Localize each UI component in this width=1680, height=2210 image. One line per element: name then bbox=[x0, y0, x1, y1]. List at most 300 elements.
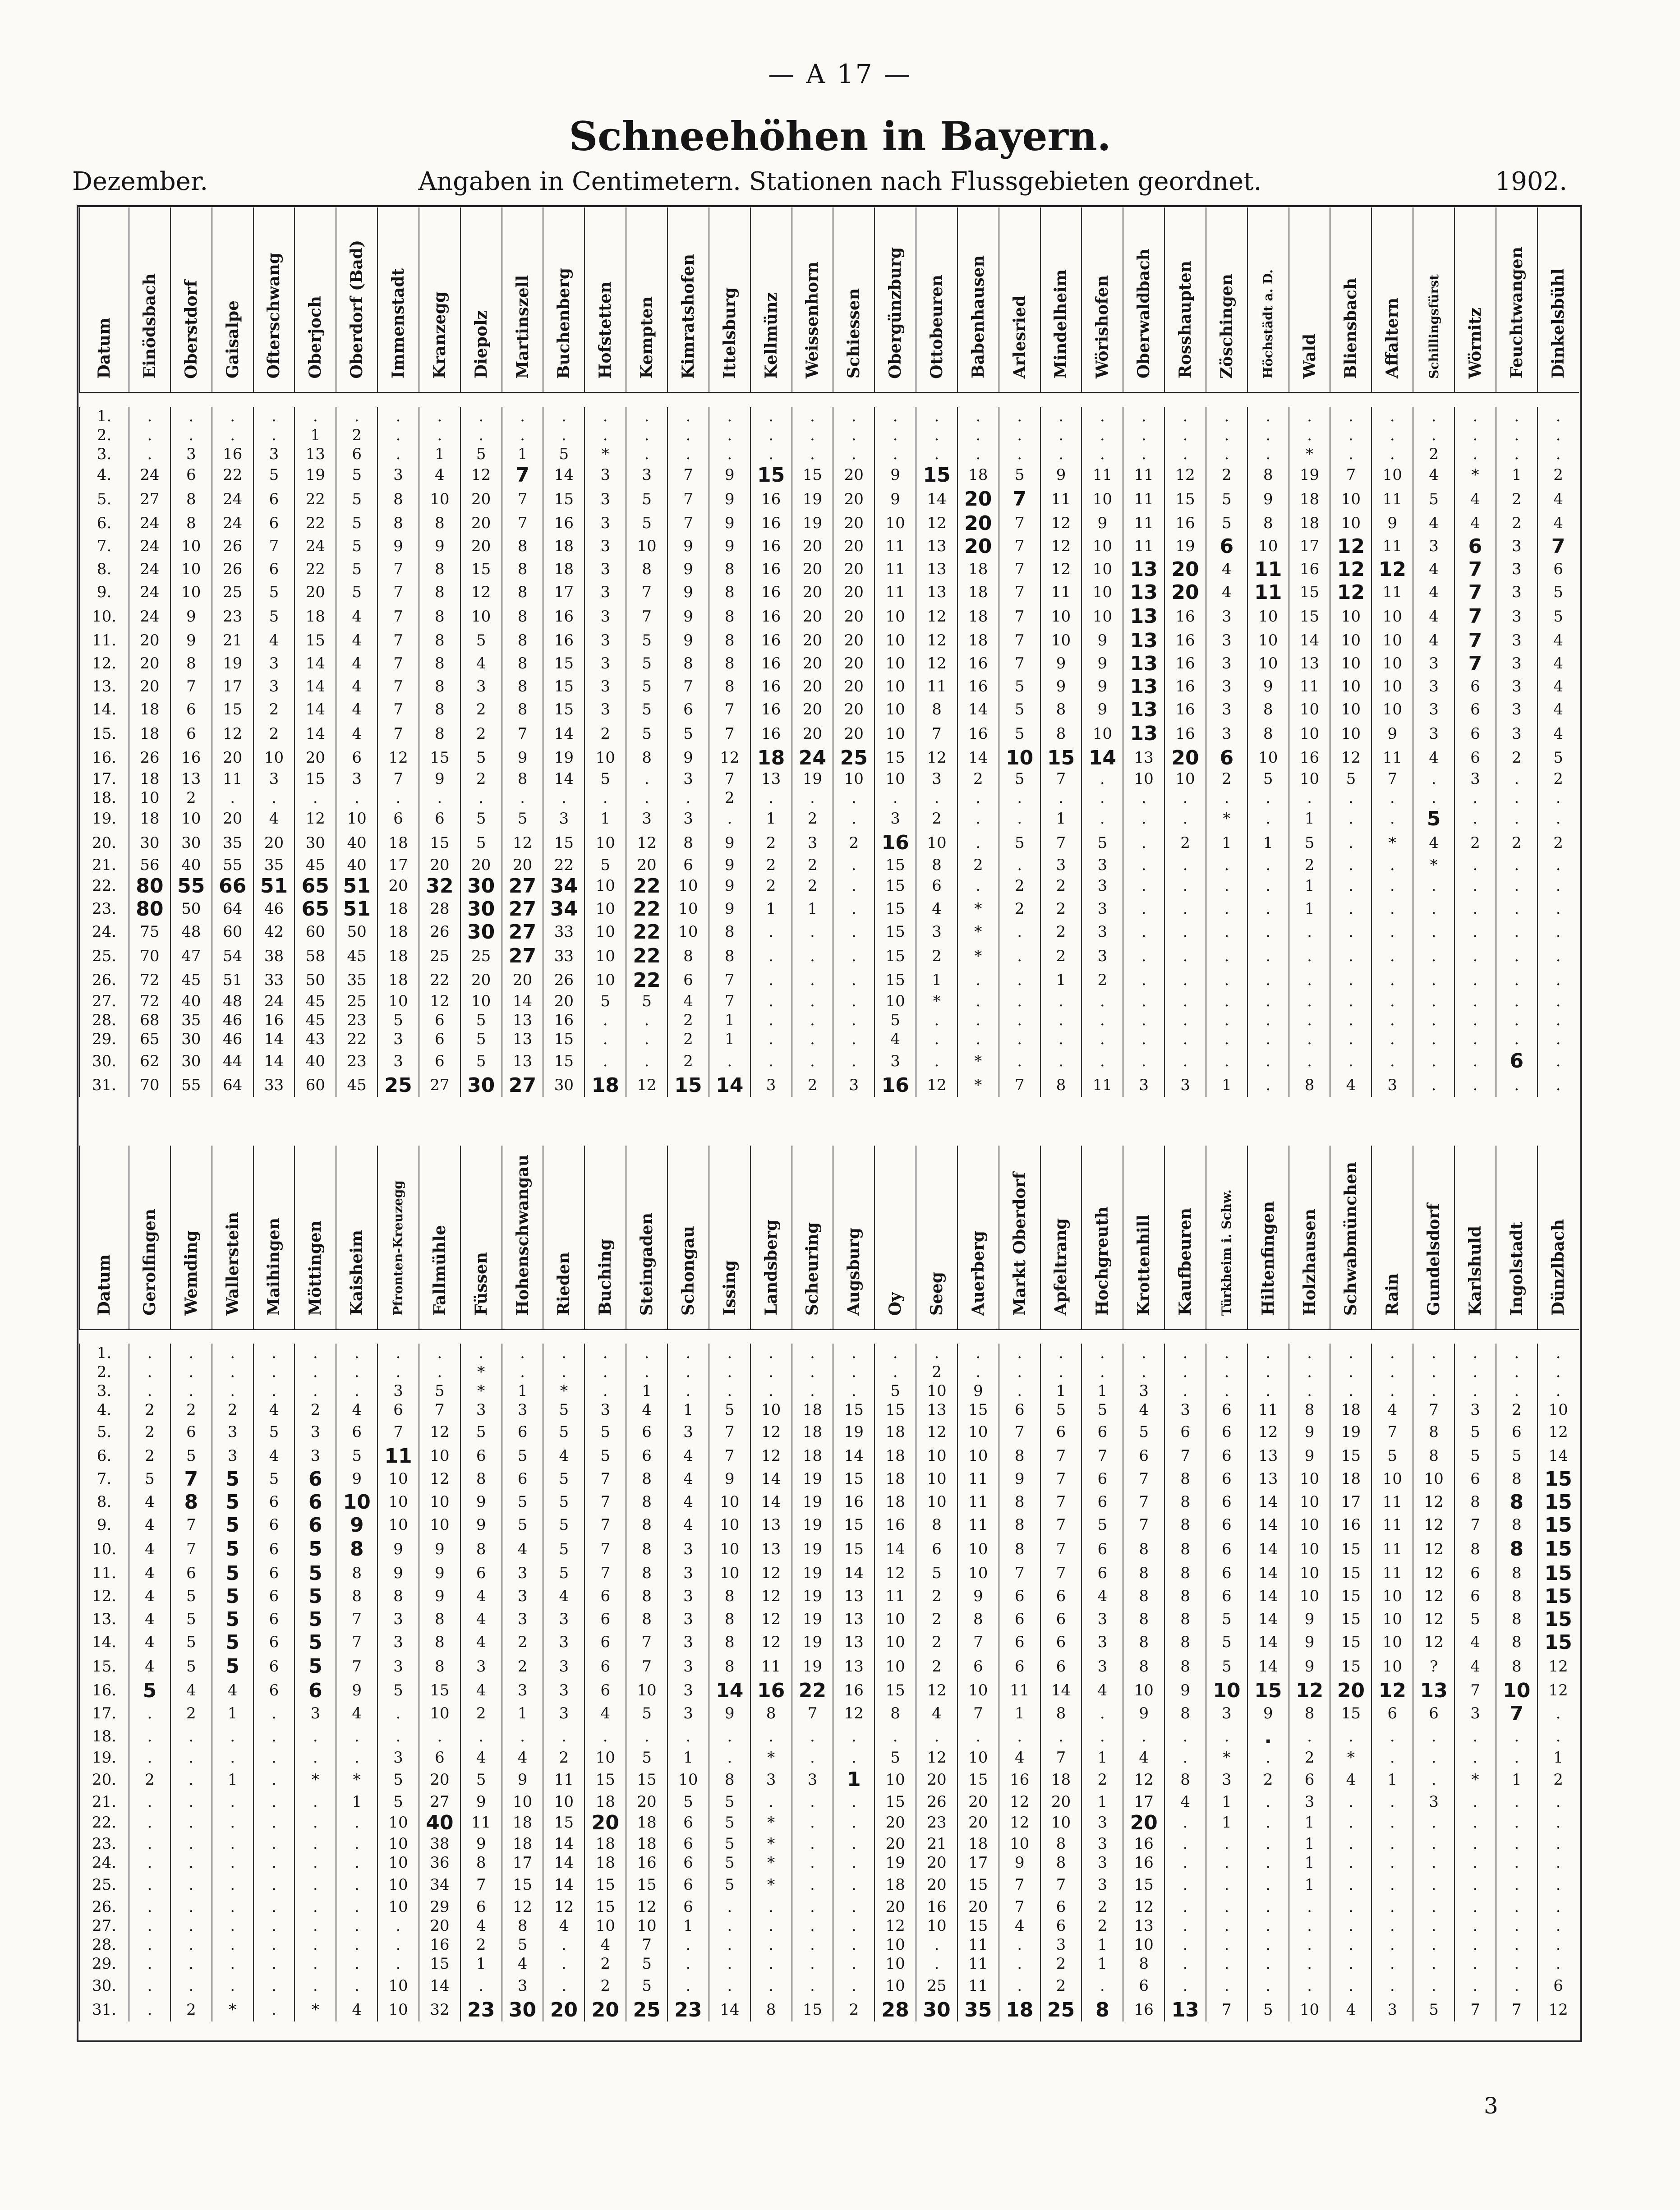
snow-value-cell: 20 bbox=[295, 581, 336, 604]
snow-value-cell: 1 bbox=[1289, 1853, 1330, 1872]
snow-value-cell: 18 bbox=[957, 581, 999, 604]
snow-value-cell: 20 bbox=[543, 1998, 585, 2021]
snow-value-cell: 9 bbox=[709, 535, 750, 558]
snow-value-cell: 12 bbox=[502, 830, 543, 856]
snow-value-cell: 5 bbox=[170, 1445, 212, 1468]
snow-value-cell: 20 bbox=[792, 629, 833, 652]
snow-value-cell: 8 bbox=[1123, 1654, 1164, 1679]
snow-value-cell: 10 bbox=[1289, 1468, 1330, 1491]
snow-value-cell: . bbox=[792, 1916, 833, 1935]
snow-value-cell: 9 bbox=[875, 464, 916, 487]
snow-value-cell: . bbox=[1372, 1725, 1413, 1748]
snow-value-cell: 3 bbox=[585, 604, 626, 629]
snow-value-cell: 16 bbox=[750, 629, 792, 652]
snow-value-cell: 2 bbox=[916, 807, 957, 830]
snow-value-cell: . bbox=[212, 1381, 253, 1400]
snow-value-cell: 5 bbox=[626, 1748, 667, 1767]
snow-value-cell: . bbox=[1206, 1381, 1247, 1400]
snow-value-cell: 20 bbox=[792, 721, 833, 746]
snow-value-cell: 6 bbox=[295, 1468, 336, 1491]
snow-value-cell: 3 bbox=[585, 1400, 626, 1419]
snow-value-cell: . bbox=[1206, 1954, 1247, 1973]
snow-value-cell: 7 bbox=[1330, 464, 1372, 487]
snow-value-cell: 3 bbox=[585, 558, 626, 581]
snow-value-cell: . bbox=[1372, 1748, 1413, 1767]
snow-value-cell: . bbox=[129, 1811, 170, 1834]
station-name: Rosshaupten bbox=[1176, 261, 1195, 379]
snow-value-cell: . bbox=[1082, 1030, 1123, 1049]
snow-value-cell: * bbox=[750, 1811, 792, 1834]
day-cell: 6. bbox=[79, 512, 129, 535]
snow-value-cell: 12 bbox=[626, 830, 667, 856]
snow-value-cell: 6 bbox=[419, 1030, 460, 1049]
snow-value-cell: . bbox=[750, 1935, 792, 1954]
snow-value-cell: 6 bbox=[1413, 1702, 1454, 1725]
snow-value-cell: . bbox=[916, 788, 957, 807]
snow-value-cell: 8 bbox=[667, 652, 709, 675]
snow-value-cell: . bbox=[750, 969, 792, 992]
snow-value-cell: 35 bbox=[957, 1998, 999, 2021]
day-cell: 1. bbox=[79, 407, 129, 426]
snow-value-cell: . bbox=[1330, 1792, 1372, 1811]
snow-value-cell: 7 bbox=[1496, 1998, 1537, 2021]
snow-value-cell: 12 bbox=[1537, 1998, 1579, 2021]
snow-value-cell: 10 bbox=[875, 1954, 916, 1973]
snow-value-cell: . bbox=[833, 1811, 875, 1834]
snow-value-cell: 50 bbox=[336, 921, 377, 944]
snow-value-cell: . bbox=[792, 1897, 833, 1916]
snow-value-cell: . bbox=[1496, 1074, 1537, 1097]
snow-value-cell: . bbox=[1496, 807, 1537, 830]
snow-value-cell: 10 bbox=[1123, 769, 1164, 788]
day-cell: 11. bbox=[79, 1562, 129, 1585]
snow-value-cell: . bbox=[999, 1973, 1040, 1998]
snow-value-cell: 3 bbox=[585, 652, 626, 675]
snow-value-cell: 8 bbox=[419, 512, 460, 535]
snow-value-cell: . bbox=[336, 1897, 377, 1916]
snow-value-cell: 9 bbox=[460, 1491, 502, 1514]
snow-value-cell: . bbox=[377, 1363, 419, 1381]
snow-value-cell: . bbox=[999, 1363, 1040, 1381]
snow-value-cell: 1 bbox=[460, 1954, 502, 1973]
snow-value-cell: 15 bbox=[833, 1468, 875, 1491]
snow-value-cell: 6 bbox=[667, 1897, 709, 1916]
snow-value-cell: 9 bbox=[1040, 652, 1082, 675]
snow-value-cell: * bbox=[295, 1998, 336, 2021]
snow-value-cell: . bbox=[1247, 788, 1289, 807]
snow-value-cell: 4 bbox=[336, 721, 377, 746]
snow-value-cell: 13 bbox=[1123, 558, 1164, 581]
snow-value-cell: 51 bbox=[336, 898, 377, 921]
snow-value-cell: . bbox=[1289, 992, 1330, 1011]
snow-value-cell: . bbox=[1082, 1725, 1123, 1748]
snow-value-cell: . bbox=[1330, 1935, 1372, 1954]
snow-value-cell: . bbox=[709, 1725, 750, 1748]
snow-value-cell: 10 bbox=[875, 675, 916, 698]
snow-value-cell: 20 bbox=[792, 698, 833, 721]
snow-value-cell: 9 bbox=[709, 830, 750, 856]
snow-value-cell: . bbox=[1040, 1725, 1082, 1748]
snow-value-cell: 8 bbox=[1496, 1468, 1537, 1491]
snow-value-cell: 8 bbox=[1123, 1585, 1164, 1608]
snow-value-cell: 18 bbox=[543, 535, 585, 558]
station-name: Kaufbeuren bbox=[1176, 1208, 1195, 1316]
snow-value-cell: 15 bbox=[875, 746, 916, 769]
snow-value-cell: 30 bbox=[460, 875, 502, 898]
station-name: Seeg bbox=[927, 1271, 946, 1316]
snow-value-cell: 5 bbox=[1206, 1654, 1247, 1679]
snow-value-cell: 20 bbox=[543, 992, 585, 1011]
snow-value-cell: . bbox=[999, 1011, 1040, 1030]
snow-value-cell: . bbox=[1247, 1725, 1289, 1748]
snow-value-cell: . bbox=[1537, 1916, 1579, 1935]
snow-value-cell: * bbox=[295, 1767, 336, 1792]
snow-value-cell: 27 bbox=[502, 921, 543, 944]
snow-value-cell: 32 bbox=[419, 1998, 460, 2021]
snow-value-cell: 18 bbox=[585, 1853, 626, 1872]
station-name: Kellmünz bbox=[761, 292, 781, 379]
snow-value-cell: . bbox=[792, 426, 833, 445]
snow-value-cell: 10 bbox=[999, 746, 1040, 769]
snow-value-cell: 2 bbox=[502, 1631, 543, 1654]
day-cell: 27. bbox=[79, 992, 129, 1011]
snow-value-cell: 7 bbox=[1040, 1468, 1082, 1491]
snow-value-cell: 5 bbox=[460, 629, 502, 652]
snow-value-cell: . bbox=[999, 426, 1040, 445]
snow-value-cell: 8 bbox=[626, 1562, 667, 1585]
snow-value-cell: . bbox=[1123, 1344, 1164, 1363]
snow-value-cell: 12 bbox=[1330, 535, 1372, 558]
snow-value-cell: . bbox=[1123, 898, 1164, 921]
snow-value-cell: 6 bbox=[419, 807, 460, 830]
snow-value-cell: 25 bbox=[377, 1074, 419, 1097]
snow-value-cell: 3 bbox=[502, 1973, 543, 1998]
day-cell: 8. bbox=[79, 558, 129, 581]
snow-value-cell: 13 bbox=[1289, 652, 1330, 675]
snow-value-cell: . bbox=[1413, 407, 1454, 426]
snow-value-cell: . bbox=[1330, 969, 1372, 992]
snow-value-cell: 8 bbox=[460, 1537, 502, 1562]
snow-value-cell: 16 bbox=[1164, 721, 1206, 746]
snow-value-cell: . bbox=[1164, 1834, 1206, 1853]
snow-value-cell: 6 bbox=[999, 1608, 1040, 1631]
day-cell: 22. bbox=[79, 875, 129, 898]
snow-value-cell: 4 bbox=[129, 1514, 170, 1537]
snow-value-cell: 5 bbox=[336, 535, 377, 558]
snow-value-cell: 16 bbox=[750, 721, 792, 746]
snow-value-cell: 13 bbox=[1123, 652, 1164, 675]
snow-value-cell: 10 bbox=[1247, 629, 1289, 652]
snow-value-cell: . bbox=[502, 426, 543, 445]
snow-value-cell: 5 bbox=[543, 1400, 585, 1419]
snow-value-cell: 3 bbox=[667, 1654, 709, 1679]
snow-value-cell: 1 bbox=[1496, 464, 1537, 487]
snow-value-cell: 4 bbox=[253, 1400, 295, 1419]
snow-value-cell: . bbox=[1496, 1954, 1537, 1973]
snow-value-cell: . bbox=[667, 1363, 709, 1381]
snow-value-cell: 3 bbox=[667, 1419, 709, 1445]
snow-value-cell: . bbox=[916, 1954, 957, 1973]
snow-value-cell: 13 bbox=[1413, 1679, 1454, 1702]
snow-value-cell: 10 bbox=[585, 746, 626, 769]
snow-value-cell: 2 bbox=[170, 1702, 212, 1725]
snow-value-cell: . bbox=[1496, 875, 1537, 898]
snow-value-cell: 14 bbox=[543, 464, 585, 487]
snow-value-cell: 7 bbox=[999, 652, 1040, 675]
snow-value-cell: 12 bbox=[1372, 1679, 1413, 1702]
snow-value-cell: . bbox=[1537, 1344, 1579, 1363]
snow-value-cell: 8 bbox=[709, 944, 750, 969]
snow-value-cell: 18 bbox=[957, 629, 999, 652]
snow-value-cell: 15 bbox=[585, 1767, 626, 1792]
snow-value-cell: 11 bbox=[957, 1514, 999, 1537]
subtitle-row bbox=[0, 167, 1680, 198]
day-cell: 15. bbox=[79, 1654, 129, 1679]
snow-value-cell: 33 bbox=[253, 969, 295, 992]
snow-value-cell: . bbox=[1330, 1049, 1372, 1074]
snow-value-cell: 18 bbox=[129, 807, 170, 830]
snow-value-cell: 10 bbox=[875, 698, 916, 721]
snow-value-cell: 12 bbox=[750, 1608, 792, 1631]
snow-value-cell: 9 bbox=[419, 535, 460, 558]
snow-value-cell: 15 bbox=[419, 1954, 460, 1973]
snow-value-cell: 17 bbox=[1330, 1491, 1372, 1514]
snow-value-cell: . bbox=[543, 1363, 585, 1381]
snow-value-cell: . bbox=[1496, 1973, 1537, 1998]
snow-value-cell: 15 bbox=[1164, 487, 1206, 512]
snow-value-cell: . bbox=[1289, 1344, 1330, 1363]
snow-value-cell: . bbox=[1123, 944, 1164, 969]
snow-value-cell: 2 bbox=[667, 1030, 709, 1049]
snow-value-cell: 15 bbox=[1247, 1679, 1289, 1702]
snow-value-cell: 2 bbox=[1289, 856, 1330, 875]
snow-value-cell: 8 bbox=[1289, 1400, 1330, 1419]
snow-value-cell: . bbox=[875, 426, 916, 445]
snow-value-cell: 1 bbox=[1206, 1811, 1247, 1834]
snow-value-cell: . bbox=[1372, 1872, 1413, 1897]
snow-value-cell: 3 bbox=[460, 675, 502, 698]
snow-value-cell: 15 bbox=[957, 1767, 999, 1792]
snow-value-cell: 3 bbox=[667, 1585, 709, 1608]
snow-value-cell: . bbox=[709, 1954, 750, 1973]
snow-value-cell: 2 bbox=[336, 426, 377, 445]
snow-value-cell: 7 bbox=[709, 1445, 750, 1468]
snow-value-cell: 1 bbox=[1537, 1748, 1579, 1767]
snow-value-cell: . bbox=[1537, 1049, 1579, 1074]
station-name: Ottobeuren bbox=[927, 274, 946, 379]
snow-value-cell: 5 bbox=[212, 1562, 253, 1585]
snow-value-cell: * bbox=[1454, 464, 1496, 487]
snow-value-cell: 19 bbox=[833, 1419, 875, 1445]
day-cell: 29. bbox=[79, 1954, 129, 1973]
snow-value-cell: 15 bbox=[875, 969, 916, 992]
snow-value-cell: . bbox=[875, 445, 916, 464]
snow-value-cell: 3 bbox=[170, 445, 212, 464]
snow-value-cell: 6 bbox=[1289, 1767, 1330, 1792]
snow-value-cell: 15 bbox=[875, 1679, 916, 1702]
snow-value-cell: 9 bbox=[460, 1514, 502, 1537]
snow-value-cell: . bbox=[1372, 1834, 1413, 1853]
snow-value-cell: 5 bbox=[1247, 1998, 1289, 2021]
snow-value-cell: . bbox=[833, 1834, 875, 1853]
snow-value-cell: 5 bbox=[1289, 830, 1330, 856]
snow-value-cell: . bbox=[1454, 1049, 1496, 1074]
snow-value-cell: 6 bbox=[253, 1514, 295, 1537]
snow-value-cell: 50 bbox=[295, 969, 336, 992]
snow-value-cell: . bbox=[129, 1872, 170, 1897]
snow-value-cell: 45 bbox=[170, 969, 212, 992]
snow-value-cell: 2 bbox=[833, 1998, 875, 2021]
snow-value-cell: 5 bbox=[626, 721, 667, 746]
snow-value-cell: 10 bbox=[502, 1792, 543, 1811]
snow-value-cell: . bbox=[377, 1935, 419, 1954]
snow-value-cell: 15 bbox=[750, 464, 792, 487]
snow-value-cell: 6 bbox=[999, 1654, 1040, 1679]
snow-value-cell: . bbox=[129, 1792, 170, 1811]
day-cell: 22. bbox=[79, 1811, 129, 1834]
day-cell: 14. bbox=[79, 1631, 129, 1654]
snow-value-cell: 72 bbox=[129, 992, 170, 1011]
snow-value-cell: . bbox=[1082, 1702, 1123, 1725]
snow-value-cell: 20 bbox=[1330, 1679, 1372, 1702]
snow-value-cell: . bbox=[1330, 875, 1372, 898]
snow-value-cell: . bbox=[1206, 1363, 1247, 1381]
snow-value-cell: . bbox=[253, 1998, 295, 2021]
snow-value-cell: . bbox=[792, 788, 833, 807]
snow-value-cell: . bbox=[1206, 1872, 1247, 1897]
snow-value-cell: 13 bbox=[502, 1011, 543, 1030]
snow-value-cell: 9 bbox=[1289, 1419, 1330, 1445]
snow-value-cell: . bbox=[792, 969, 833, 992]
snow-value-cell: 5 bbox=[709, 1792, 750, 1811]
snow-value-cell: 35 bbox=[336, 969, 377, 992]
station-name: Ofterschwang bbox=[264, 253, 284, 379]
snow-value-cell: . bbox=[212, 1973, 253, 1998]
snow-value-cell: 13 bbox=[1247, 1468, 1289, 1491]
snow-value-cell: 6 bbox=[667, 1872, 709, 1897]
snow-value-cell: 14 bbox=[833, 1562, 875, 1585]
snow-value-cell: . bbox=[1123, 426, 1164, 445]
snow-value-cell: . bbox=[833, 969, 875, 992]
snow-value-cell: 12 bbox=[1413, 1608, 1454, 1631]
snow-value-cell: . bbox=[1454, 807, 1496, 830]
snow-value-cell: 3 bbox=[667, 1562, 709, 1585]
snow-value-cell: . bbox=[667, 1344, 709, 1363]
snow-value-cell: 4 bbox=[1413, 604, 1454, 629]
snow-value-cell: . bbox=[833, 1954, 875, 1973]
snow-value-cell: 5 bbox=[1413, 1998, 1454, 2021]
snow-value-cell: 18 bbox=[750, 746, 792, 769]
snow-value-cell: . bbox=[1206, 407, 1247, 426]
snow-value-cell: 16 bbox=[1123, 1998, 1164, 2021]
snow-value-cell: 20 bbox=[585, 1998, 626, 2021]
snow-value-cell: 12 bbox=[419, 992, 460, 1011]
snow-value-cell: 12 bbox=[999, 1792, 1040, 1811]
snow-value-cell: 1 bbox=[1206, 1074, 1247, 1097]
snow-value-cell: . bbox=[377, 1725, 419, 1748]
snow-value-cell: 11 bbox=[1372, 1562, 1413, 1585]
snow-value-cell: . bbox=[1454, 1853, 1496, 1872]
snow-value-cell: 6 bbox=[1206, 1562, 1247, 1585]
snow-value-cell: 3 bbox=[295, 1445, 336, 1468]
snow-value-cell: 8 bbox=[336, 1585, 377, 1608]
snow-value-cell: 20 bbox=[875, 1897, 916, 1916]
snow-value-cell: 4 bbox=[543, 1916, 585, 1935]
snow-value-cell: 11 bbox=[750, 1654, 792, 1679]
snow-value-cell: . bbox=[1040, 1011, 1082, 1030]
snow-value-cell: 8 bbox=[1454, 1491, 1496, 1514]
snow-value-cell: 8 bbox=[1496, 1537, 1537, 1562]
snow-value-cell: . bbox=[1123, 992, 1164, 1011]
snow-value-cell: . bbox=[667, 1381, 709, 1400]
snow-value-cell: 3 bbox=[1082, 921, 1123, 944]
snow-value-cell: 8 bbox=[460, 1853, 502, 1872]
snow-value-cell: 16 bbox=[750, 512, 792, 535]
snow-value-cell: 2 bbox=[792, 856, 833, 875]
snow-value-cell: . bbox=[1372, 1381, 1413, 1400]
snow-value-cell: 15 bbox=[585, 1897, 626, 1916]
snow-value-cell: 10 bbox=[419, 1445, 460, 1468]
snow-value-cell: 20 bbox=[833, 487, 875, 512]
snow-value-cell: . bbox=[295, 1834, 336, 1853]
snow-value-cell: 9 bbox=[1289, 1654, 1330, 1679]
snow-value-cell: 3 bbox=[1496, 675, 1537, 698]
day-cell: 23. bbox=[79, 898, 129, 921]
snow-value-cell: 6 bbox=[626, 1445, 667, 1468]
snow-value-cell: 60 bbox=[212, 921, 253, 944]
snow-value-cell: 4 bbox=[667, 1445, 709, 1468]
snow-value-cell: . bbox=[1537, 1792, 1579, 1811]
snow-value-cell: 2 bbox=[1206, 769, 1247, 788]
snow-value-cell: 10 bbox=[1082, 487, 1123, 512]
snow-value-cell: 9 bbox=[1082, 675, 1123, 698]
snow-value-cell: 10 bbox=[170, 558, 212, 581]
snow-value-cell: . bbox=[212, 1954, 253, 1973]
snow-value-cell: 16 bbox=[1164, 512, 1206, 535]
station-name: Wald bbox=[1300, 334, 1319, 379]
snow-value-cell: 3 bbox=[1496, 698, 1537, 721]
snow-value-cell: 7 bbox=[1040, 1562, 1082, 1585]
snow-value-cell: . bbox=[1454, 1954, 1496, 1973]
snow-value-cell: 20 bbox=[129, 652, 170, 675]
snow-value-cell: 5 bbox=[585, 1445, 626, 1468]
snow-value-cell: 10 bbox=[1082, 581, 1123, 604]
snow-value-cell: 5 bbox=[336, 1445, 377, 1468]
snow-value-cell: . bbox=[1040, 1030, 1082, 1049]
day-cell: 5. bbox=[79, 487, 129, 512]
snow-value-cell: 2 bbox=[460, 721, 502, 746]
station-name: Buchenberg bbox=[554, 267, 574, 379]
snow-value-cell: . bbox=[543, 788, 585, 807]
snow-value-cell: . bbox=[419, 426, 460, 445]
snow-value-cell: . bbox=[212, 1897, 253, 1916]
snow-value-cell: 24 bbox=[129, 558, 170, 581]
snow-value-cell: . bbox=[1247, 1853, 1289, 1872]
snow-value-cell: 12 bbox=[916, 652, 957, 675]
snow-value-cell: 24 bbox=[129, 512, 170, 535]
snow-value-cell: 4 bbox=[1372, 1400, 1413, 1419]
snow-value-cell: 5 bbox=[1496, 1445, 1537, 1468]
day-cell: 11. bbox=[79, 629, 129, 652]
snow-value-cell: 10 bbox=[1289, 1562, 1330, 1585]
snow-value-cell: 5 bbox=[212, 1491, 253, 1514]
snow-value-cell: . bbox=[1247, 407, 1289, 426]
snow-value-cell: 8 bbox=[1164, 1491, 1206, 1514]
snow-value-cell: 15 bbox=[543, 1049, 585, 1074]
snow-value-cell: 19 bbox=[792, 487, 833, 512]
snow-value-cell: 19 bbox=[295, 464, 336, 487]
snow-value-cell: . bbox=[129, 445, 170, 464]
